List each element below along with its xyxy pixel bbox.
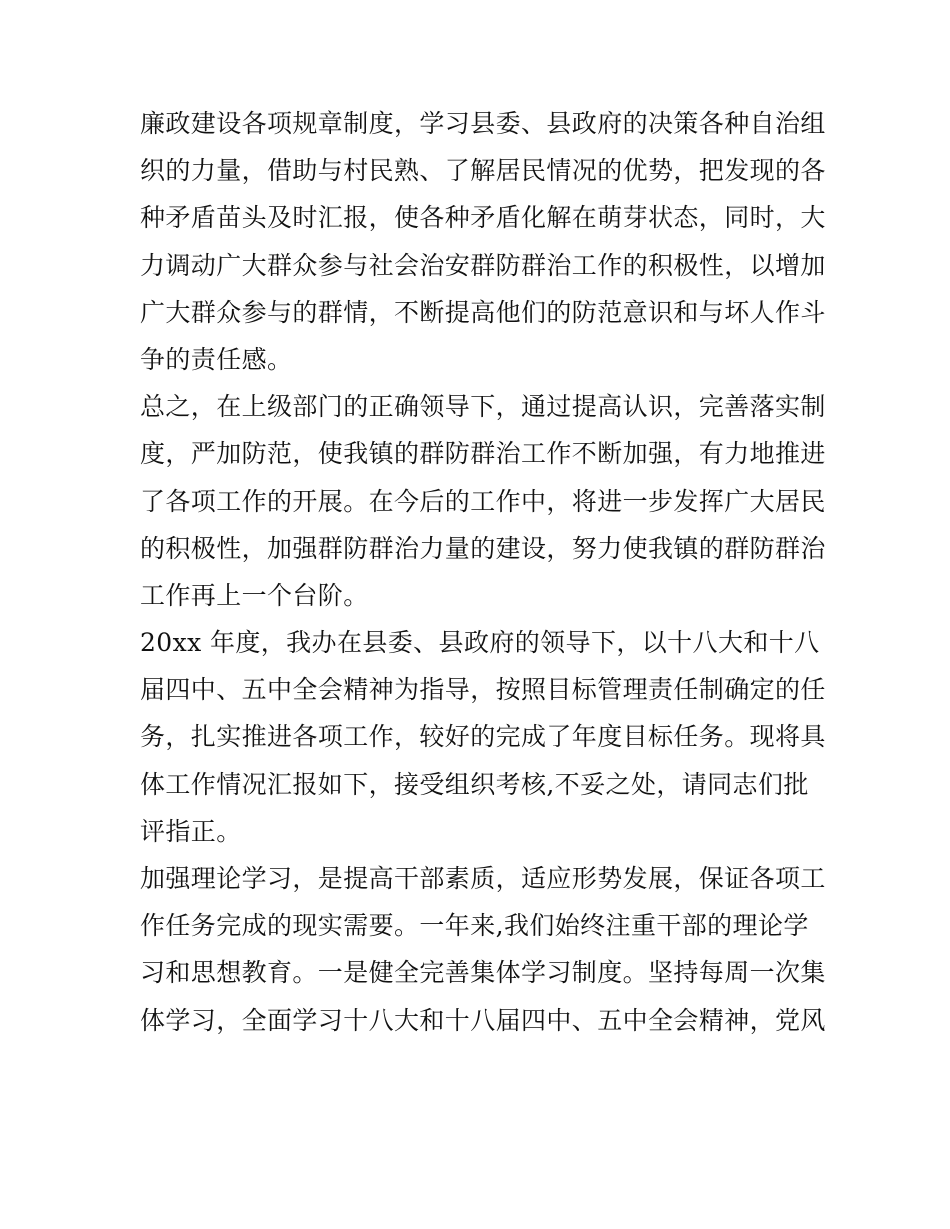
text-line: 务，扎实推进各项工作，较好的完成了年度目标任务。现将具	[140, 722, 826, 752]
text-line: 体学习，全面学习十八大和十八届四中、五中全会精神，党风	[140, 1005, 826, 1035]
text-line: 届四中、五中全会精神为指导，按照目标管理责任制确定的任	[140, 675, 826, 705]
text-line: 加强理论学习，是提高干部素质，适应形势发展，保证各项工	[140, 864, 826, 893]
text-line: 的积极性，加强群防群治力量的建设，努力使我镇的群防群治	[140, 533, 826, 563]
text-line: 总之，在上级部门的正确领导下，通过提高认识，完善落实制	[140, 392, 826, 422]
paragraph-2	[140, 383, 826, 619]
text-line: 作任务完成的现实需要。一年来,我们始终注重干部的理论学	[140, 911, 809, 941]
text-line: 种矛盾苗头及时汇报，使各种矛盾化解在萌芽状态，同时，大	[140, 203, 826, 233]
text-line: 体工作情况汇报如下，接受组织考核,不妥之处，请同志们批	[140, 769, 809, 799]
paragraph-4	[140, 855, 826, 1044]
paragraph-3	[140, 619, 826, 855]
text-line: 评指正。	[140, 816, 242, 846]
text-line: 廉政建设各项规章制度，学习县委、县政府的决策各种自治组	[140, 109, 826, 138]
text-line: 织的力量，借助与村民熟、了解居民情况的优势，把发现的各	[140, 156, 826, 186]
text-line: 了各项工作的开展。在今后的工作中，将进一步发挥广大居民	[140, 486, 826, 516]
text-line: 20xx 年度，我办在县委、县政府的领导下，以十八大和十八	[140, 628, 820, 658]
text-line: 工作再上一个台阶。	[140, 580, 369, 610]
text-line: 争的责任感。	[140, 344, 293, 374]
text-line: 度，严加防范，使我镇的群防群治工作不断加强，有力地推进	[140, 439, 826, 469]
text-line: 习和思想教育。一是健全完善集体学习制度。坚持每周一次集	[140, 958, 826, 988]
paragraph-1	[140, 100, 826, 383]
text-line: 广大群众参与的群情，不断提高他们的防范意识和与坏人作斗	[140, 297, 826, 327]
document-body	[140, 100, 826, 1044]
text-line: 力调动广大群众参与社会治安群防群治工作的积极性，以增加	[140, 250, 826, 280]
